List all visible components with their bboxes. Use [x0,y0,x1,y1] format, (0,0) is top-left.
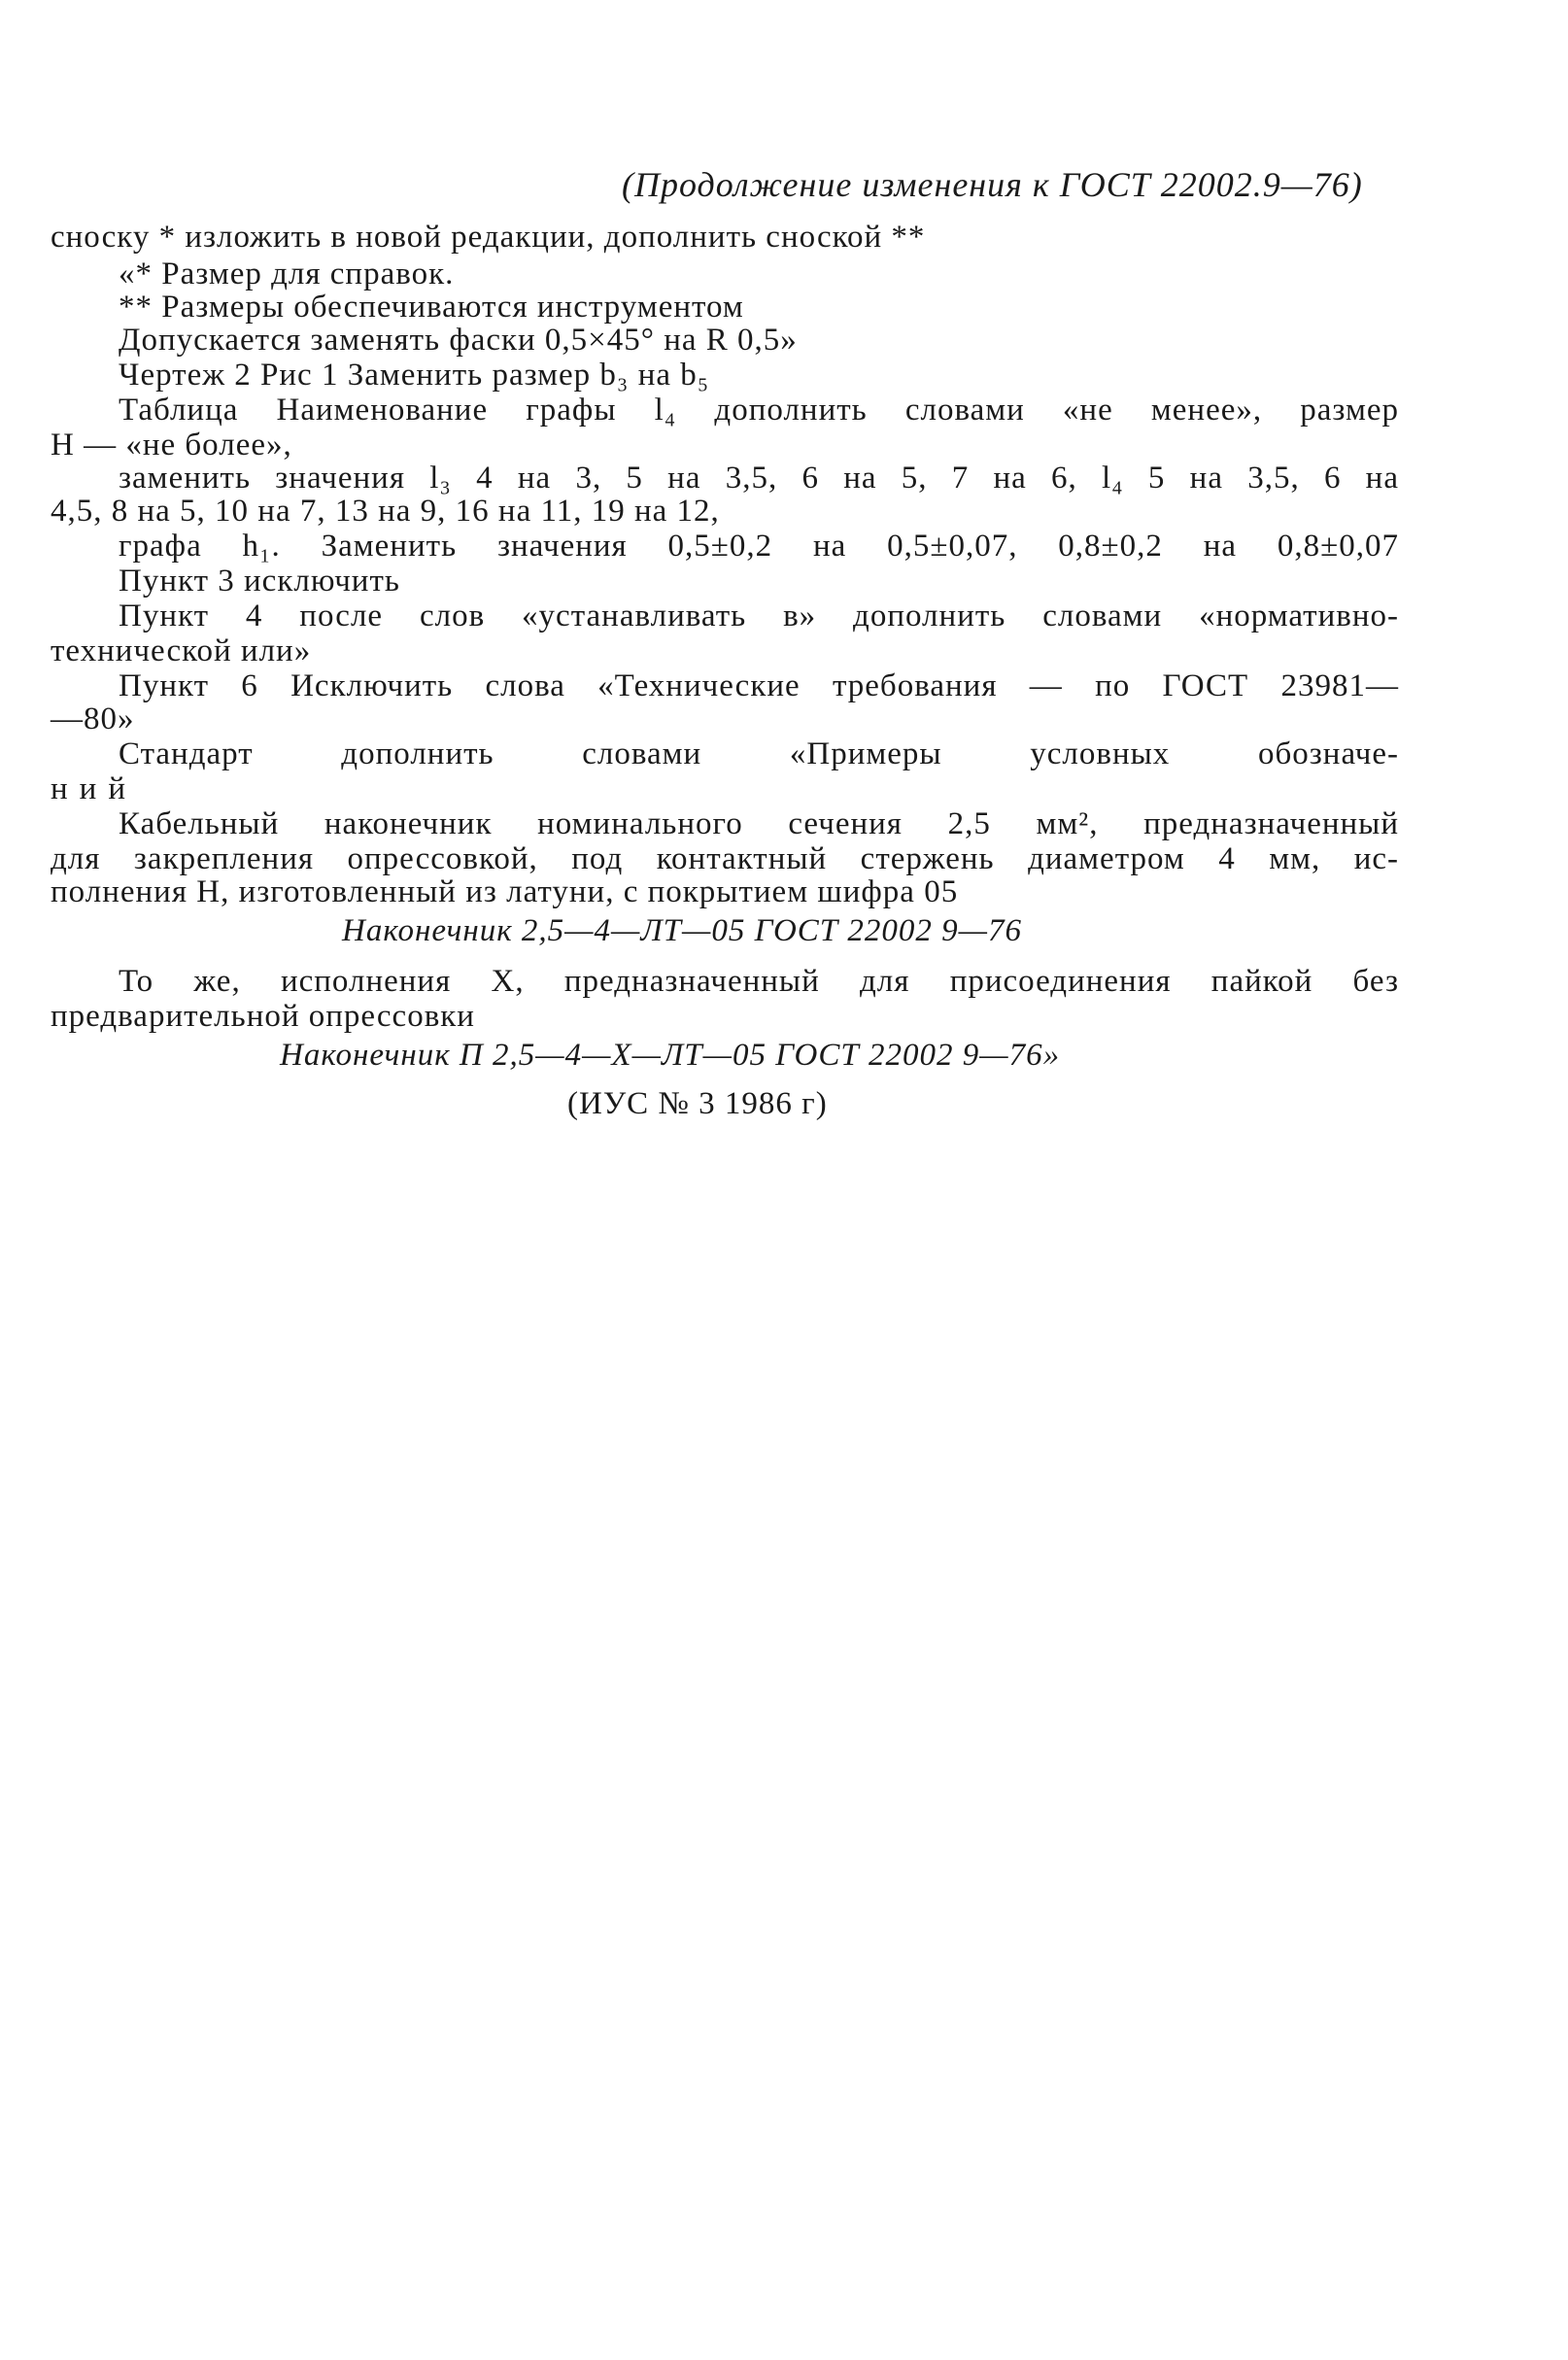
page-header: (Продолжение изменения к ГОСТ 22002.9—76) [622,165,1363,204]
text-line: графа h₁. Заменить значения 0,5±0,2 на 0,5±0,07, 0,8±0,2 на 0,8±0,07 [119,529,1399,564]
text-line: Пункт 4 после слов «устанавливать в» дополнить словами «нормативно- [119,599,1399,633]
text-line: Чертеж 2 Рис 1 Заменить размер b₃ на b₅ [119,358,710,393]
text-line: Пункт 3 исключить [119,564,400,599]
text-line: ** Размеры обеспечиваются инструментом [119,290,744,325]
text-line: предварительной опрессовки [51,999,475,1034]
text-line: Стандарт дополнить словами «Примеры условных обозначе- [119,736,1399,771]
text-line: технической или» [51,633,312,668]
text-line: —80» [51,701,135,736]
text-line: 4,5, 8 на 5, 10 на 7, 13 на 9, 16 на 11, 19 на 12, [51,494,720,529]
text-line: Допускается заменять фаски 0,5×45° на R 0,5» [119,323,798,358]
text-line: сноску * изложить в новой редакции, дополнить сноской ** [51,220,926,255]
text-line: полнения Н, изготовленный из латуни, с покрытием шифра 05 [51,874,959,909]
text-line: для закрепления опрессовкой, под контактный стержень диаметром 4 мм, ис- [51,841,1399,876]
text-line: «* Размер для справок. [119,257,455,291]
text-line: Кабельный наконечник номинального сечения 2,5 мм², предназначенный [119,806,1399,841]
designation-example: Наконечник 2,5—4—ЛТ—05 ГОСТ 22002 9—76 [342,913,1022,948]
text-line: Пункт 6 Исключить слова «Технические требования — по ГОСТ 23981— [119,668,1399,703]
designation-example: Наконечник П 2,5—4—Х—ЛТ—05 ГОСТ 22002 9—76» [280,1038,1061,1073]
text-line: Таблица Наименование графы l₄ дополнить словами «не менее», размер [119,393,1399,428]
text-line: ний [51,771,137,806]
source-reference: (ИУС № 3 1986 г) [567,1086,828,1121]
text-line: То же, исполнения Х, предназначенный для присоединения пайкой без [119,964,1399,999]
text-line: заменить значения l₃ 4 на 3, 5 на 3,5, 6 на 5, 7 на 6, l₄ 5 на 3,5, 6 на [119,461,1399,496]
text-line: Н — «не более», [51,428,292,462]
